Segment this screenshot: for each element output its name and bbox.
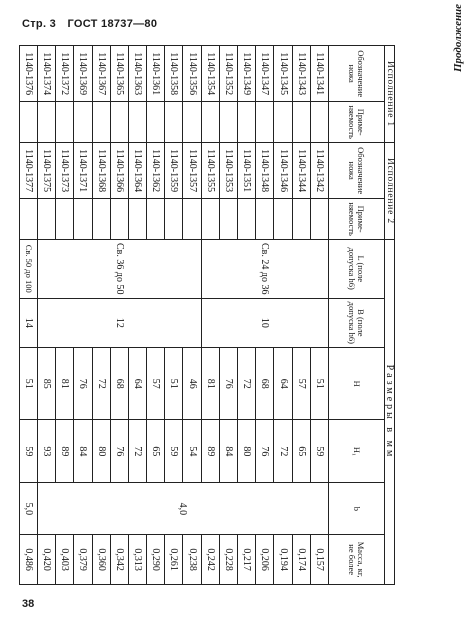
designation-1-cell: 1140-1369 — [74, 46, 92, 102]
designation-2-cell: 1140-1368 — [92, 142, 110, 198]
designation-2-cell: 1140-1362 — [147, 142, 165, 198]
mass-cell: 0,238 — [183, 535, 201, 585]
applicability-2-cell — [238, 199, 256, 240]
designation-1-cell: 1140-1358 — [165, 46, 183, 102]
applicability-2-cell — [256, 199, 274, 240]
mass-cell: 0,261 — [165, 535, 183, 585]
designation-1-cell: 1140-1349 — [238, 46, 256, 102]
applicability-2-cell — [183, 199, 201, 240]
mass-cell: 0,290 — [147, 535, 165, 585]
mass-cell: 0,194 — [274, 535, 292, 585]
designation-2-cell: 1140-1377 — [19, 142, 37, 198]
designation-1-cell: 1140-1365 — [110, 46, 128, 102]
mass-cell: 0,228 — [219, 535, 237, 585]
designation-2-cell: 1140-1346 — [274, 142, 292, 198]
H-cell: 72 — [238, 348, 256, 420]
H1-cell: 80 — [238, 420, 256, 483]
table-row — [310, 46, 328, 585]
H-cell: 51 — [165, 348, 183, 420]
page-header — [22, 18, 165, 30]
col-H: H — [329, 348, 385, 420]
designation-2-cell: 1140-1371 — [74, 142, 92, 198]
applicability-2-cell — [74, 199, 92, 240]
designation-1-cell: 1140-1376 — [19, 46, 37, 102]
H-cell: 51 — [19, 348, 37, 420]
mass-cell: 0,420 — [38, 535, 56, 585]
designation-2-cell: 1140-1355 — [201, 142, 219, 198]
col-mass: Масса, кг, не более — [329, 535, 385, 585]
mass-cell: 0,174 — [292, 535, 310, 585]
H1-cell: 72 — [128, 420, 146, 483]
H1-cell: 76 — [256, 420, 274, 483]
H-cell: 76 — [74, 348, 92, 420]
col-b: b — [329, 483, 385, 535]
L-cell: Св. 36 до 50 — [38, 239, 202, 298]
applicability-1-cell — [238, 102, 256, 143]
applicability-1-cell — [19, 102, 37, 143]
mass-cell: 0,360 — [92, 535, 110, 585]
mass-cell: 0,217 — [238, 535, 256, 585]
applicability-1-cell — [274, 102, 292, 143]
applicability-2-cell — [201, 199, 219, 240]
applicability-2-cell — [147, 199, 165, 240]
H1-cell: 59 — [19, 420, 37, 483]
H1-cell: 72 — [274, 420, 292, 483]
H-cell: 64 — [128, 348, 146, 420]
designation-1-cell: 1140-1347 — [256, 46, 274, 102]
col-L: L (поле допуска h6) — [329, 239, 385, 298]
designation-2-cell: 1140-1373 — [56, 142, 74, 198]
mass-cell: 0,486 — [19, 535, 37, 585]
designation-1-cell: 1140-1361 — [147, 46, 165, 102]
L-cell: Св. 24 до 36 — [201, 239, 328, 298]
applicability-2-cell — [19, 199, 37, 240]
applicability-1-cell — [310, 102, 328, 143]
group-header-1: Исполнение 1 — [385, 46, 395, 143]
applicability-1-cell — [38, 102, 56, 143]
mass-cell: 0,342 — [110, 535, 128, 585]
table-body — [19, 46, 328, 585]
designation-1-cell: 1140-1356 — [183, 46, 201, 102]
applicability-2-cell — [110, 199, 128, 240]
col-designation-2: Обозначение ножа — [329, 142, 385, 198]
designation-1-cell: 1140-1343 — [292, 46, 310, 102]
applicability-2-cell — [38, 199, 56, 240]
designation-1-cell: 1140-1341 — [310, 46, 328, 102]
applicability-1-cell — [292, 102, 310, 143]
designation-1-cell: 1140-1374 — [38, 46, 56, 102]
standard-label: ГОСТ 18737—80 — [67, 18, 158, 30]
applicability-1-cell — [56, 102, 74, 143]
mass-cell: 0,242 — [201, 535, 219, 585]
mass-cell: 0,313 — [128, 535, 146, 585]
designation-2-cell: 1140-1375 — [38, 142, 56, 198]
applicability-2-cell — [128, 199, 146, 240]
mass-cell: 0,157 — [310, 535, 328, 585]
H1-cell: 89 — [56, 420, 74, 483]
designation-2-cell: 1140-1359 — [165, 142, 183, 198]
H1-cell: 65 — [292, 420, 310, 483]
applicability-1-cell — [74, 102, 92, 143]
H-cell: 85 — [38, 348, 56, 420]
applicability-1-cell — [92, 102, 110, 143]
H-cell: 68 — [110, 348, 128, 420]
col-applicability-2: Приме- няемость — [329, 199, 385, 240]
col-B: B (поле допуска h6) — [329, 298, 385, 348]
H-cell: 72 — [92, 348, 110, 420]
H-cell: 64 — [274, 348, 292, 420]
col-designation-1: Обозначение ножа — [329, 46, 385, 102]
applicability-2-cell — [219, 199, 237, 240]
H-cell: 68 — [256, 348, 274, 420]
applicability-1-cell — [183, 102, 201, 143]
H1-cell: 93 — [38, 420, 56, 483]
table-row — [19, 46, 37, 585]
designation-1-cell: 1140-1345 — [274, 46, 292, 102]
H1-cell: 59 — [165, 420, 183, 483]
B-cell: 12 — [38, 298, 202, 348]
H-cell: 57 — [147, 348, 165, 420]
H1-cell: 84 — [219, 420, 237, 483]
H1-cell: 84 — [74, 420, 92, 483]
B-cell: 10 — [201, 298, 328, 348]
designation-2-cell: 1140-1366 — [110, 142, 128, 198]
H1-cell: 54 — [183, 420, 201, 483]
applicability-1-cell — [219, 102, 237, 143]
rotated-table-wrapper — [22, 45, 395, 585]
b-cell: 5,0 — [19, 483, 37, 535]
designation-2-cell: 1140-1351 — [238, 142, 256, 198]
mass-cell: 0,206 — [256, 535, 274, 585]
group-header-sizes: Размеры в мм — [385, 239, 395, 584]
applicability-1-cell — [256, 102, 274, 143]
designation-2-cell: 1140-1342 — [310, 142, 328, 198]
mass-cell: 0,403 — [56, 535, 74, 585]
designation-2-cell: 1140-1348 — [256, 142, 274, 198]
designation-2-cell: 1140-1364 — [128, 142, 146, 198]
designation-2-cell: 1140-1353 — [219, 142, 237, 198]
H-cell: 81 — [56, 348, 74, 420]
H1-cell: 65 — [147, 420, 165, 483]
applicability-2-cell — [165, 199, 183, 240]
applicability-1-cell — [128, 102, 146, 143]
H1-cell: 76 — [110, 420, 128, 483]
H-cell: 76 — [219, 348, 237, 420]
designation-1-cell: 1140-1367 — [92, 46, 110, 102]
H-cell: 51 — [310, 348, 328, 420]
applicability-1-cell — [147, 102, 165, 143]
H-cell: 46 — [183, 348, 201, 420]
mass-cell: 0,379 — [74, 535, 92, 585]
B-cell: 14 — [19, 298, 37, 348]
H-cell: 81 — [201, 348, 219, 420]
designation-2-cell: 1140-1344 — [292, 142, 310, 198]
applicability-1-cell — [165, 102, 183, 143]
H-cell: 57 — [292, 348, 310, 420]
H1-cell: 80 — [92, 420, 110, 483]
applicability-2-cell — [92, 199, 110, 240]
applicability-2-cell — [310, 199, 328, 240]
designation-1-cell: 1140-1354 — [201, 46, 219, 102]
H1-cell: 89 — [201, 420, 219, 483]
L-cell: Св. 50 до 100 — [19, 239, 37, 298]
designation-1-cell: 1140-1352 — [219, 46, 237, 102]
applicability-2-cell — [56, 199, 74, 240]
page-label: Стр. 3 — [22, 18, 57, 30]
dimensions-table — [19, 45, 395, 585]
applicability-1-cell — [201, 102, 219, 143]
applicability-2-cell — [292, 199, 310, 240]
col-H1: H₁ — [329, 420, 385, 483]
designation-1-cell: 1140-1363 — [128, 46, 146, 102]
continuation-label: Продолжение — [452, 3, 464, 72]
designation-1-cell: 1140-1372 — [56, 46, 74, 102]
col-applicability-1: Приме- няемость — [329, 102, 385, 143]
b-cell: 4,0 — [38, 483, 329, 535]
applicability-1-cell — [110, 102, 128, 143]
designation-2-cell: 1140-1357 — [183, 142, 201, 198]
applicability-2-cell — [274, 199, 292, 240]
H1-cell: 59 — [310, 420, 328, 483]
group-header-2: Исполнение 2 — [385, 142, 395, 239]
page-number: 38 — [22, 598, 35, 610]
